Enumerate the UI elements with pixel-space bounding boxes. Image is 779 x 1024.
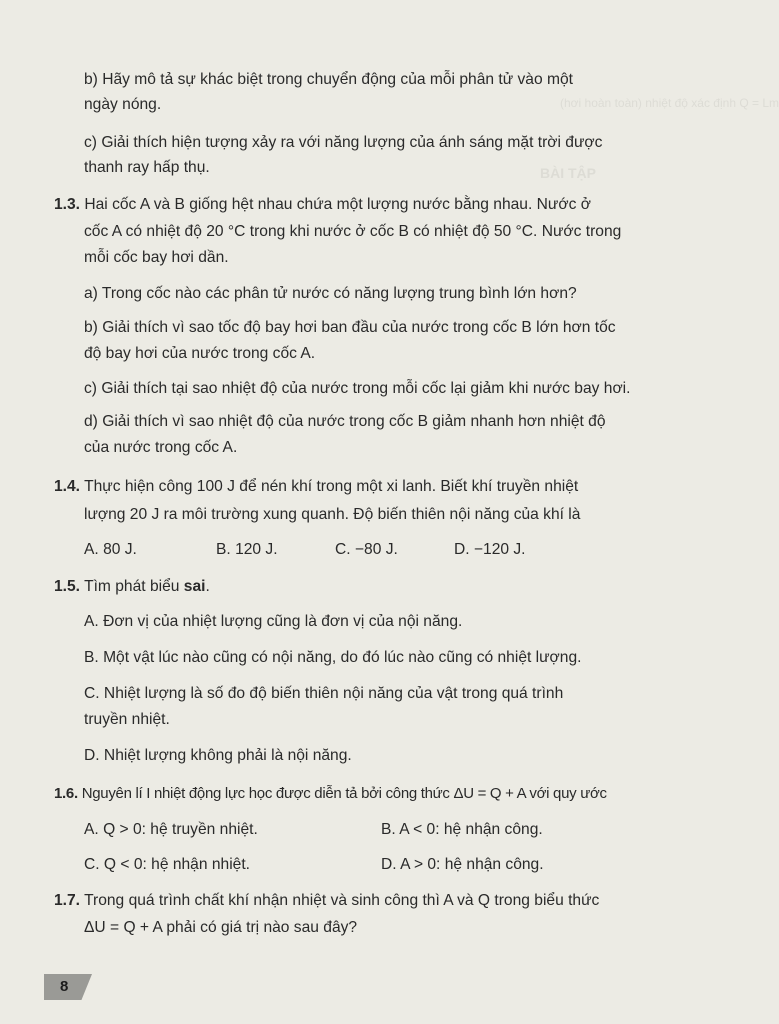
option-a: A. Q > 0: hệ truyền nhiệt. xyxy=(84,821,258,838)
question-text-cont: ΔU = Q + A phải có giá trị nào sau đây? xyxy=(84,919,358,936)
question-number: 1.5. xyxy=(54,578,81,595)
option-d: D. −120 J. xyxy=(454,541,526,558)
option-c-cont: truyền nhiệt. xyxy=(84,711,170,728)
subquestion-b-cont: độ bay hơi của nước trong cốc A. xyxy=(84,345,316,362)
option-c: C. Q < 0: hệ nhận nhiệt. xyxy=(84,856,251,873)
question-1-7 xyxy=(54,891,599,911)
option-b: B. A < 0: hệ nhận công. xyxy=(381,821,543,838)
option-b: B. 120 J. xyxy=(216,541,278,558)
option-c: C. −80 J. xyxy=(335,541,398,558)
subquestion-b: b) Giải thích vì sao tốc độ bay hơi ban đầu của nước trong cốc B lớn hơn tốc xyxy=(84,319,616,336)
option-a: A. 80 J. xyxy=(84,541,137,558)
bleed-through-text: BÀI TẬP xyxy=(540,165,596,181)
question-number: 1.3. xyxy=(54,196,81,213)
item-c-text: c) Giải thích hiện tượng xảy ra với năng lượng của ánh sáng mặt trời được xyxy=(84,134,603,151)
option-b: B. Một vật lúc nào cũng có nội năng, do đó lúc nào cũng có nhiệt lượng. xyxy=(84,649,582,666)
question-text: Tìm phát biểu xyxy=(84,578,184,595)
question-number: 1.7. xyxy=(54,892,81,909)
subquestion-c: c) Giải thích tại sao nhiệt độ của nước trong mỗi cốc lại giảm khi nước bay hơi. xyxy=(84,380,631,397)
option-a: A. Đơn vị của nhiệt lượng cũng là đơn vị của nội năng. xyxy=(84,613,463,630)
item-c-text-cont: thanh ray hấp thụ. xyxy=(84,159,210,176)
question-text: Trong quá trình chất khí nhận nhiệt và sinh công thì A và Q trong biểu thức xyxy=(84,892,600,909)
question-1-4 xyxy=(54,477,578,497)
item-b-text: b) Hãy mô tả sự khác biệt trong chuyển động của mỗi phân tử vào một xyxy=(84,71,573,88)
option-c: C. Nhiệt lượng là số đo độ biến thiên nội năng của vật trong quá trình xyxy=(84,685,564,702)
emphasis-word: sai xyxy=(183,578,206,595)
subquestion-d-cont: của nước trong cốc A. xyxy=(84,439,238,456)
question-text: Thực hiện công 100 J để nén khí trong một xi lanh. Biết khí truyền nhiệt xyxy=(84,478,579,495)
question-text-cont: cốc A có nhiệt độ 20 °C trong khi nước ở cốc B có nhiệt độ 50 °C. Nước trong xyxy=(84,223,622,240)
question-text: Hai cốc A và B giống hệt nhau chứa một lượng nước bằng nhau. Nước ở xyxy=(84,196,591,213)
question-1-5 xyxy=(54,577,210,597)
question-text-cont: mỗi cốc bay hơi dần. xyxy=(84,249,229,266)
bleed-through-text: (hơi hoàn toàn) nhiệt độ xác định Q = Lm xyxy=(560,96,779,110)
question-number: 1.4. xyxy=(54,478,81,495)
subquestion-d: d) Giải thích vì sao nhiệt độ của nước trong cốc B giảm nhanh hơn nhiệt độ xyxy=(84,413,606,430)
question-number: 1.6. xyxy=(54,785,78,802)
item-b-text-cont: ngày nóng. xyxy=(84,96,162,113)
subquestion-a: a) Trong cốc nào các phân tử nước có năng lượng trung bình lớn hơn? xyxy=(84,285,577,302)
question-1-6 xyxy=(54,784,607,804)
option-d: D. Nhiệt lượng không phải là nội năng. xyxy=(84,747,352,764)
question-1-3 xyxy=(54,195,591,215)
page-number: 8 xyxy=(60,978,69,995)
question-text: Nguyên lí I nhiệt động lực học được diễn tả bởi công thức ΔU = Q + A với quy ước xyxy=(81,785,607,802)
option-d: D. A > 0: hệ nhận công. xyxy=(381,856,544,873)
question-text-end: . xyxy=(205,578,210,595)
question-text-cont: lượng 20 J ra môi trường xung quanh. Độ biến thiên nội năng của khí là xyxy=(84,506,581,523)
